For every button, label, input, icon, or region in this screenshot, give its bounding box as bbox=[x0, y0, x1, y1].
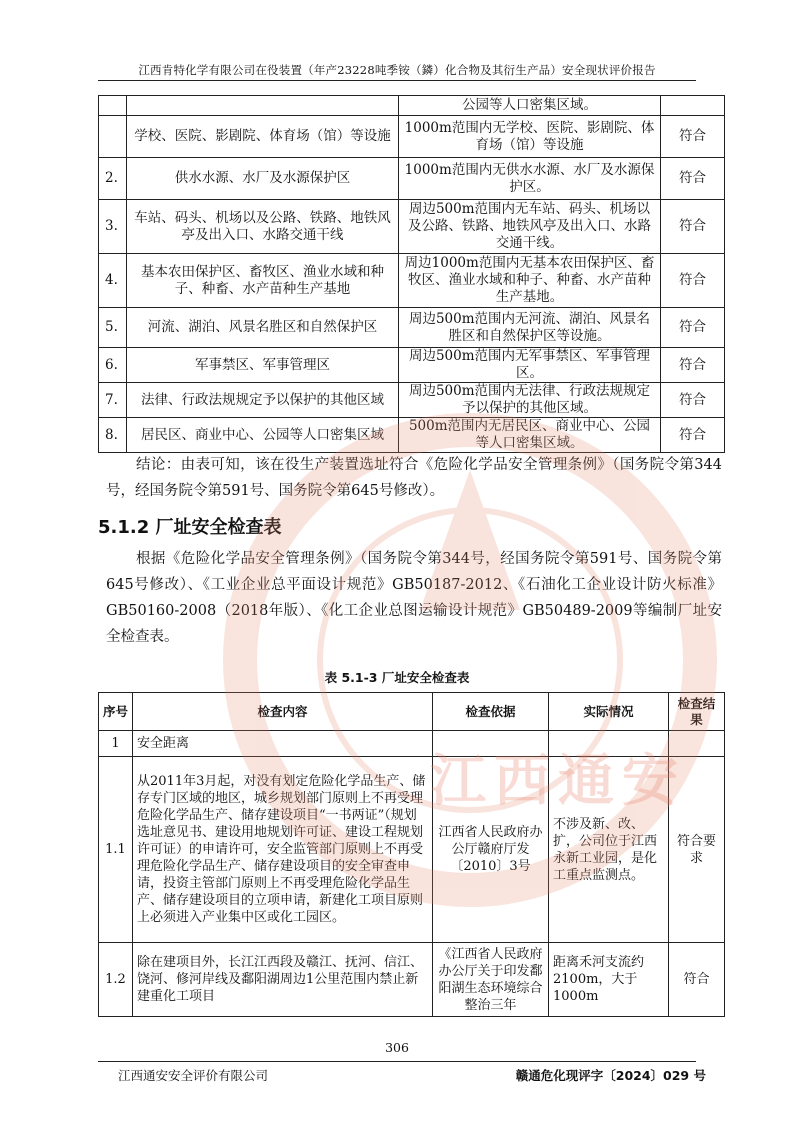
site-row-result: 符合 bbox=[661, 254, 725, 308]
check-row-result bbox=[669, 731, 725, 757]
site-row-no bbox=[99, 116, 127, 158]
site-row-item: 河流、湖泊、风景名胜区和自然保护区 bbox=[127, 308, 399, 348]
section-title: 5.1.2 厂址安全检查表 bbox=[98, 517, 282, 538]
site-row-item: 法律、行政法规规定予以保护的其他区域 bbox=[127, 383, 399, 418]
site-row-no: 5. bbox=[99, 308, 127, 348]
watermark-text: 江西通安 bbox=[430, 749, 686, 814]
site-row-no: 7. bbox=[99, 383, 127, 418]
check-row-actual: 距离禾河支流约2100m，大于1000m bbox=[549, 943, 669, 1017]
table-caption: 表 5.1-3 厂址安全检查表 bbox=[324, 670, 470, 685]
conclusion-text: 结论：由表可知，该在役生产装置选址符合《危险化学品安全管理条例》（国务院令第344号，经国务院令第591号、国务院令第645号修改）。 bbox=[106, 457, 722, 499]
site-row-actual: 500m范围内无居民区、商业中心、公园等人口密集区域。 bbox=[399, 418, 661, 453]
page-number: 306 bbox=[385, 1040, 409, 1055]
site-table-row bbox=[99, 200, 725, 254]
site-row-actual: 1000m范围内无学校、医院、影剧院、体育场（馆）等设施 bbox=[399, 116, 661, 158]
site-row-actual: 1000m范围内无供水水源、水厂及水源保护区。 bbox=[399, 158, 661, 200]
site-row-result: 符合 bbox=[661, 348, 725, 383]
check-row-basis: 江西省人民政府办公厅赣府厅发〔2010〕3号 bbox=[433, 757, 549, 943]
check-row-no: 1.1 bbox=[99, 757, 133, 943]
check-table-row bbox=[99, 757, 725, 943]
check-row-basis bbox=[433, 731, 549, 757]
check-row-no: 1 bbox=[99, 731, 133, 757]
check-table-header-row bbox=[99, 693, 725, 731]
site-row-result: 符合 bbox=[661, 116, 725, 158]
check-row-actual bbox=[549, 731, 669, 757]
site-safety-check-table bbox=[98, 692, 725, 1017]
header-actual: 实际情况 bbox=[549, 693, 669, 731]
header-result: 检查结果 bbox=[669, 693, 725, 731]
site-row-no: 2. bbox=[99, 158, 127, 200]
site-row-result: 符合 bbox=[661, 158, 725, 200]
site-table-row bbox=[99, 308, 725, 348]
check-row-content: 从2011年3月起，对没有划定危险化学品生产、储存专门区域的地区，城乡规划部门原则上不再受理危险化学品生产、储存建设项目“一书两证”（规划选址意见书、建设用地规划许可证、建设工程规划许可证）的申请许可，安全监管部门原则上不再受理危险化学品生产、储存建设项目的安全审查申请，投资主管部门原则上不再受理危险化学品生产、储存建设项目的立项申请，新建化工项目原则上必须进入产业集中区或化工园区。 bbox=[133, 757, 433, 943]
site-row-no: 8. bbox=[99, 418, 127, 453]
site-row-item: 基本农田保护区、畜牧区、渔业水域和种子、种畜、水产苗种生产基地 bbox=[127, 254, 399, 308]
site-row-item: 车站、码头、机场以及公路、铁路、地铁风亭及出入口、水路交通干线 bbox=[127, 200, 399, 254]
site-row-result bbox=[661, 96, 725, 116]
check-row-content: 安全距离 bbox=[133, 731, 433, 757]
site-row-item: 学校、医院、影剧院、体育场（馆）等设施 bbox=[127, 116, 399, 158]
site-row-actual: 周边500m范围内无军事禁区、军事管理区。 bbox=[399, 348, 661, 383]
site-row-result: 符合 bbox=[661, 200, 725, 254]
site-table-row bbox=[99, 418, 725, 453]
check-table-row bbox=[99, 731, 725, 757]
site-row-no bbox=[99, 96, 127, 116]
header-content: 检查内容 bbox=[133, 693, 433, 731]
section-intro-text: 根据《危险化学品安全管理条例》（国务院令第344号，经国务院令第591号、国务院令第645号修改）、《工业企业总平面设计规范》GB50187-2012、《石油化工企业设计防火标准》GB50160-2008（2018年版）、《化工企业总图运输设计规范》GB50489-2009等编制厂址安全检查表。 bbox=[106, 551, 722, 645]
check-row-basis: 《江西省人民政府办公厅关于印发鄱阳湖生态环境综合整治三年 bbox=[433, 943, 549, 1017]
check-row-no: 1.2 bbox=[99, 943, 133, 1017]
site-row-actual: 公园等人口密集区域。 bbox=[399, 96, 661, 116]
site-table-row bbox=[99, 348, 725, 383]
site-table-row bbox=[99, 116, 725, 158]
header-no: 序号 bbox=[99, 693, 133, 731]
site-row-item: 军事禁区、军事管理区 bbox=[127, 348, 399, 383]
site-table-row bbox=[99, 158, 725, 200]
site-table-row bbox=[99, 254, 725, 308]
site-row-no: 4. bbox=[99, 254, 127, 308]
site-row-item bbox=[127, 96, 399, 116]
check-row-actual: 不涉及新、改、扩，公司位于江西永新工业园，是化工重点监测点。 bbox=[549, 757, 669, 943]
header-divider bbox=[98, 80, 696, 81]
site-table-row bbox=[99, 96, 725, 116]
site-row-actual: 周边500m范围内无车站、码头、机场以及公路、铁路、地铁风亭及出入口、水路交通干线。 bbox=[399, 200, 661, 254]
site-row-no: 6. bbox=[99, 348, 127, 383]
site-row-result: 符合 bbox=[661, 418, 725, 453]
check-row-result: 符合要求 bbox=[669, 757, 725, 943]
check-row-content: 除在建项目外，长江江西段及赣江、抚河、信江、饶河、修河岸线及鄱阳湖周边1公里范围内禁止新建重化工项目 bbox=[133, 943, 433, 1017]
site-row-actual: 周边500m范围内无法律、行政法规规定予以保护的其他区域。 bbox=[399, 383, 661, 418]
footer-company: 江西通安安全评价有限公司 bbox=[118, 1068, 269, 1083]
site-row-no: 3. bbox=[99, 200, 127, 254]
site-row-result: 符合 bbox=[661, 383, 725, 418]
site-table-row bbox=[99, 383, 725, 418]
site-selection-table bbox=[98, 95, 725, 453]
site-row-actual: 周边1000m范围内无基本农田保护区、畜牧区、渔业水域和种子、种畜、水产苗种生产基地。 bbox=[399, 254, 661, 308]
header-basis: 检查依据 bbox=[433, 693, 549, 731]
site-row-actual: 周边500m范围内无河流、湖泊、风景名胜区和自然保护区等设施。 bbox=[399, 308, 661, 348]
site-row-result: 符合 bbox=[661, 308, 725, 348]
footer-divider bbox=[98, 1061, 696, 1062]
check-row-result: 符合 bbox=[669, 943, 725, 1017]
page-header-title: 江西肯特化学有限公司在役装置（年产23228吨季铵（鏻）化合物及其衍生产品）安全现状评价报告 bbox=[138, 63, 656, 77]
site-row-item: 供水水源、水厂及水源保护区 bbox=[127, 158, 399, 200]
site-row-item: 居民区、商业中心、公园等人口密集区域 bbox=[127, 418, 399, 453]
footer-doc-number: 赣通危化现评字〔2024〕029 号 bbox=[515, 1068, 706, 1083]
check-table-row bbox=[99, 943, 725, 1017]
